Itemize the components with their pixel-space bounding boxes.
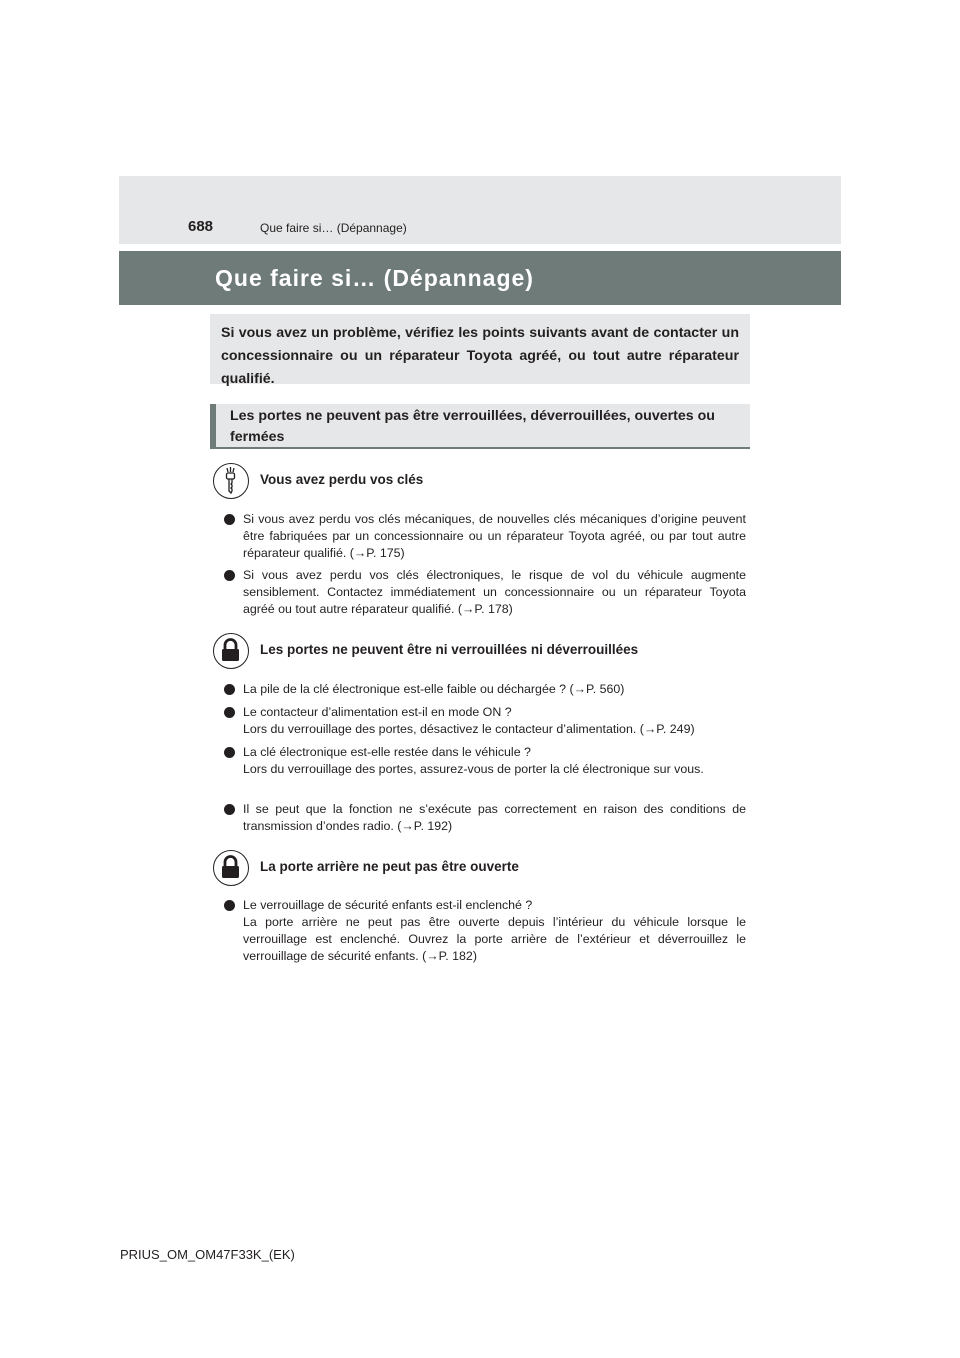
key-icon bbox=[213, 463, 249, 499]
list-item: Le verrouillage de sécurité enfants est-il enclenché ? La porte arrière ne peut pas être ouverte depuis l’intérieur du véhicule lorsque le verrouillage est enclenché. Ouvrez la porte arrière de l’extérieur et déverrouillez le verrouillage de sécurité enfants. (→P. 182) bbox=[224, 897, 746, 965]
list-item: Si vous avez perdu vos clés électroniques, le risque de vol du véhicule augmente sensiblement. Contactez immédiatement un concessionnaire ou un réparateur Toyota agréé ou tout autre réparateur qualifié. (→P. 178) bbox=[224, 567, 746, 618]
topic-heading-back-door: La porte arrière ne peut pas être ouverte bbox=[260, 859, 519, 874]
list-item: La clé électronique est-elle restée dans le véhicule ? Lors du verrouillage des portes, assurez-vous de porter la clé électronique sur vous. bbox=[224, 744, 746, 778]
bullet-icon bbox=[224, 900, 235, 911]
header-band bbox=[119, 176, 841, 244]
list-item: Si vous avez perdu vos clés mécaniques, de nouvelles clés mécaniques d’origine peuvent être fabriquées par un concessionnaire ou un réparateur Toyota agréé, ou par tout autre réparateur qualifié. (→P. 175) bbox=[224, 511, 746, 562]
bullet-icon bbox=[224, 747, 235, 758]
bullet-icon bbox=[224, 804, 235, 815]
padlock-icon bbox=[213, 850, 249, 886]
list-item: Le contacteur d’alimentation est-il en mode ON ? Lors du verrouillage des portes, désactivez le contacteur d’alimentation. (→P. 249) bbox=[224, 704, 746, 738]
bullet-icon bbox=[224, 514, 235, 525]
document-code: PRIUS_OM_OM47F33K_(EK) bbox=[120, 1247, 295, 1262]
intro-box: Si vous avez un problème, vérifiez les points suivants avant de contacter un concessionnaire ou un réparateur Toyota agréé, ou tout autre réparateur qualifié. bbox=[210, 314, 750, 384]
list-item: Il se peut que la fonction ne s’exécute pas correctement en raison des conditions de transmission d’ondes radio. (→P. 192) bbox=[224, 801, 746, 835]
bullet-icon bbox=[224, 570, 235, 581]
topic-heading-lost-keys: Vous avez perdu vos clés bbox=[260, 472, 424, 487]
list-item: La pile de la clé électronique est-elle faible ou déchargée ? (→P. 560) bbox=[224, 681, 746, 698]
bullet-icon bbox=[224, 684, 235, 695]
topic-heading-locking: Les portes ne peuvent être ni verrouillées ni déverrouillées bbox=[260, 642, 639, 657]
padlock-icon bbox=[213, 633, 249, 669]
page-number: 688 bbox=[188, 218, 214, 235]
page-title: Que faire si… (Dépannage) bbox=[215, 265, 534, 291]
section-heading: Les portes ne peuvent pas être verrouillées, déverrouillées, ouvertes ou fermées bbox=[210, 404, 750, 449]
running-title: Que faire si… (Dépannage) bbox=[260, 221, 407, 235]
bullet-icon bbox=[224, 707, 235, 718]
